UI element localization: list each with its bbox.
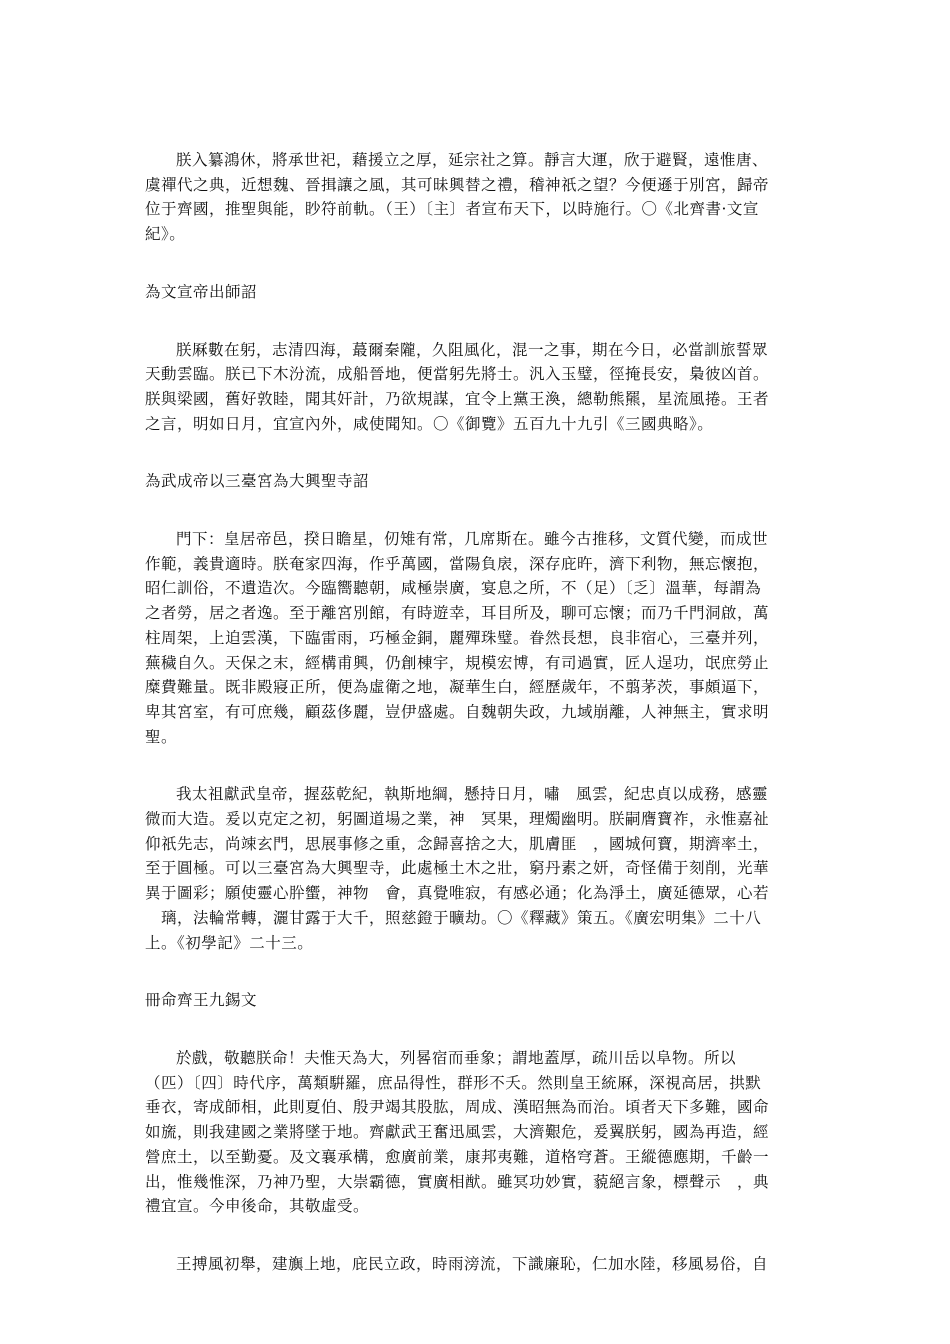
text-line: 出，惟幾惟深，乃神乃聖，大崇霸德，實廣相猷。雖冥功妙實，藐絕言象，標聲示 ，典 — [145, 1172, 770, 1191]
text-line: 門下：皇居帝邑，揆日瞻星，仞雉有常，几席斯在。雖今古推移，文質代變，而成世 — [176, 530, 769, 549]
paragraph-campaign-edict — [145, 338, 810, 437]
text-line: 微而大造。爰以克定之初，躬圖道場之業，神 冥果，理燭幽明。朕嗣膺寶祚，永惟嘉祉 — [145, 810, 770, 829]
paragraph-temple-edict-part1 — [145, 527, 810, 749]
paragraph-abdication-edict — [145, 148, 810, 247]
text-line: 至于圓極。可以三臺宮為大興聖寺，此處極土木之壯，窮丹素之妍，奇怪備于刻削，光華 — [145, 859, 770, 878]
text-line: 上。《初學記》二十三。 — [145, 933, 314, 952]
text-line: 朕厤數在躬，志清四海，蕞爾秦隴，久阻風化，混一之事，期在今日，必當訓旅誓眾 — [176, 340, 769, 359]
section-heading: 為武成帝以三臺宮為大興聖寺詔 — [145, 472, 370, 491]
text-line: 虞禪代之典，近想魏、晉揖讓之風，其可昧興替之禮，稽神祇之望？今便遜于別宮，歸帝 — [145, 175, 770, 194]
text-line: 異于圖彩；願使靈心肸蠁，神物 會，真覺唯寂，有感必通；化為淨土，廣延德眾，心若 — [145, 884, 770, 903]
text-line: 昭仁訓俗，不遺造次。今臨嚮聽朝，咸極崇廣，宴息之所，不（足）〔乏〕溫華，每謂為 — [145, 579, 762, 598]
text-line: 位于齊國，推聖與能，眇符前軌。（王）〔主〕者宣布天下，以時施行。〇《北齊書·文宣 — [145, 200, 759, 219]
text-line: 柱周架，上迫雲漢，下臨雷雨，巧極金銅，麗殫珠璧。眷然長想，良非宿心，三臺并列， — [145, 628, 770, 647]
text-line: 糜費難量。既非殿寢正所，便為虛衛之地，凝華生白，經歷歲年，不翦茅茨，事頗逼下， — [145, 678, 770, 697]
text-line: 我太祖獻武皇帝，握茲乾紀，執斯地綱，懸持日月，嘯 風雲，紀忠貞以成務，感靈 — [176, 785, 769, 804]
text-line: 營庶土，以至勤憂。及文襄承構，愈廣前業，康邦夷難，道格穹蒼。王縱德應期，千齡一 — [145, 1147, 770, 1166]
text-line: 朕與梁國，舊好敦睦，聞其奸計，乃欲規謀，宜令上黨王渙，總勒熊羆，星流風捲。王者 — [145, 389, 770, 408]
text-line: 王搏風初舉，建旟上地，庇民立政，時雨滂流，下識廉恥，仁加水陸，移風易俗，自 — [176, 1254, 769, 1273]
text-line: 之者勞，居之者逸。至于離宮別館，有時遊幸，耳目所及，聊可忘懷；而乃千門洞啟，萬 — [145, 604, 770, 623]
text-line: 天動雲臨。朕已下木汾流，成船晉地，便當躬先將士。汎入玉璧，徑掩長安，梟彼凶首。 — [145, 365, 770, 384]
text-line: 聖。 — [145, 727, 178, 746]
paragraph-temple-edict-part2 — [145, 782, 810, 955]
text-line: 仰祇先志，尚竦玄門，思展事修之重，念歸喜捨之大，肌膚匪 ，國城何寶，期濟率土， — [145, 834, 770, 853]
text-line: 璃，法輪常轉，灑甘露于大千，照慈鐙于曠劫。〇《釋藏》策五。《廣宏明集》二十八 — [145, 908, 762, 927]
text-line: 如旒，則我建國之業將墜于地。齊獻武王奮迅風雲，大濟艱危，爰翼朕躬，國為再造，經 — [145, 1123, 770, 1142]
text-line: 於戲，敬聽朕命！夫惟天為大，列晷宿而垂象；謂地蓋厚，疏川岳以阜物。所以 — [176, 1048, 737, 1067]
text-line: （匹）〔四〕時代序，萬類騈羅，庶品得性，群形不夭。然則皇王統厤，深視高居，拱默 — [145, 1073, 762, 1092]
text-line: 卑其宮室，有可庶幾，顧茲侈麗，豈伊盛處。自魏朝失政，九域崩離，人神無主，實求明 — [145, 702, 770, 721]
paragraph-nine-bestowments-part2 — [145, 1252, 810, 1277]
section-heading: 冊命齊王九錫文 — [145, 991, 258, 1010]
text-line: 作範，義貴適時。朕奄家四海，作乎萬國，當陽負扆，深存庇旿，濟下利物，無忘懷抱， — [145, 554, 770, 573]
document-page — [145, 148, 810, 1310]
text-line: 垂衣，寄成師相，此則夏伯、殷尹竭其股肱，周成、漢昭無為而治。頃者天下多難，國命 — [145, 1098, 770, 1117]
text-line: 之言，明如日月，宜宣內外，咸使聞知。〇《御覽》五百九十九引《三國典略》。 — [145, 414, 714, 433]
text-line: 紀》。 — [145, 225, 186, 244]
section-heading: 為文宣帝出師詔 — [145, 282, 258, 301]
text-line: 朕入纂鴻休，將承世祀，藉援立之厚，延宗社之算。靜言大運，欣于避賢，遠惟唐、 — [176, 151, 769, 169]
paragraph-nine-bestowments-part1 — [145, 1046, 810, 1219]
text-line: 禮宜宣。今申後命，其敬虛受。 — [145, 1197, 370, 1216]
text-line: 蕪穢自久。天保之末，經構甫興，仍創棟宇，規模宏博，有司過實，匠人逞功，氓庶勞止 — [145, 653, 770, 672]
